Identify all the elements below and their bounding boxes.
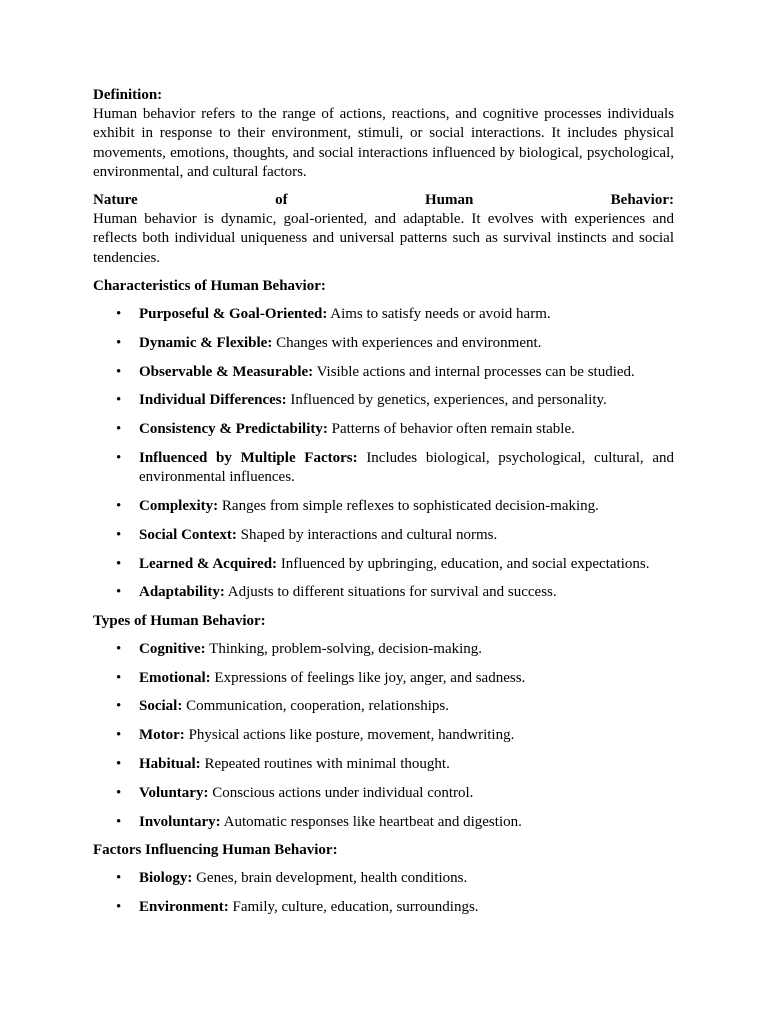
list-item [93,305,674,324]
list-item [93,640,674,659]
list-item-term: Emotional: [139,669,211,686]
factors-list [93,869,674,917]
list-item-term: Observable & Measurable: [139,363,314,380]
bullet-icon: • [116,640,122,657]
list-item-description: Includes biological, psychological, cultural, and environmental influences. [139,450,674,486]
list-item-term: Habitual: [139,756,201,772]
list-item-description: Aims to satisfy needs or avoid harm. [327,306,551,323]
nature-heading-word: Nature [93,192,138,209]
types-heading: Types of Human Behavior: [93,612,266,629]
nature-heading-word: Human [424,192,474,209]
list-item-description: Visible actions and internal processes can be studied. [313,363,635,380]
nature-text: Human behavior is dynamic, goal-oriented, and adaptable. It evolves with experiences and reflects both individual uniqueness and universal patterns such as survival instincts and social tendencies. [93,211,674,266]
list-item [93,420,674,439]
list-item-description: Physical actions like posture, movement, handwriting. [184,727,515,744]
list-item-term: Social: [139,698,183,715]
bullet-icon: • [116,555,122,572]
list-item-term: Complexity: [139,498,219,515]
nature-heading-word: of [275,192,288,209]
list-item-description: Repeated routines with minimal thought. [200,756,450,772]
list-item [93,669,674,688]
bullet-icon: • [116,784,122,801]
list-item-description: Communication, cooperation, relationships. [182,698,449,715]
list-item-description: Patterns of behavior often remain stable. [327,421,575,438]
list-item-term: Motor: [139,727,185,744]
bullet-icon: • [116,813,122,830]
list-item-term: Adaptability: [139,584,225,601]
list-item [93,497,674,516]
list-item-term: Purposeful & Goal-Oriented: [139,306,328,323]
list-item-description: Automatic responses like heartbeat and digestion. [220,813,522,830]
list-item-term: Voluntary: [139,784,209,801]
list-item [93,697,674,716]
list-item-term: Social Context: [139,526,237,543]
bullet-icon: • [116,498,122,515]
list-item [93,334,674,353]
list-item-description: Shaped by interactions and cultural norms. [236,526,498,543]
list-item [93,784,674,803]
nature-section [93,191,674,268]
bullet-icon: • [116,526,122,543]
list-item-description: Adjusts to different situations for survival and success. [224,584,557,601]
list-item [93,526,674,545]
list-item-description: Thinking, problem-solving, decision-making. [205,640,483,657]
bullet-icon: • [116,584,122,601]
list-item-description: Influenced by genetics, experiences, and personality. [286,392,607,409]
list-item-term: Consistency & Predictability: [139,421,328,438]
bullet-icon: • [116,669,122,686]
list-item-term: Cognitive: [139,640,206,657]
list-item-term: Individual Differences: [139,392,287,409]
list-item [93,583,674,602]
list-item-description: Changes with experiences and environment. [272,334,542,351]
list-item-term: Involuntary: [139,813,221,830]
list-item-description: Ranges from simple reflexes to sophisticated decision-making. [218,498,599,515]
list-item [93,555,674,574]
bullet-icon: • [116,756,122,772]
bullet-icon: • [116,392,122,409]
list-item-description: Family, culture, education, surroundings. [228,898,479,915]
list-item-description: Genes, brain development, health conditions. [192,870,468,886]
types-list [93,640,674,832]
factors-heading: Factors Influencing Human Behavior: [93,841,338,858]
bullet-icon: • [116,363,122,380]
list-item [93,391,674,410]
list-item-term: Learned & Acquired: [139,555,278,572]
list-item [93,898,674,917]
list-item-description: Influenced by upbringing, education, and social expectations. [277,555,650,572]
document-page [93,86,674,926]
bullet-icon: • [116,727,122,744]
list-item [93,813,674,832]
bullet-icon: • [116,870,122,886]
bullet-icon: • [116,306,122,323]
list-item-term: Influenced by Multiple Factors: [139,450,358,467]
list-item [93,869,674,888]
list-item-term: Dynamic & Flexible: [139,334,273,351]
bullet-icon: • [116,698,122,715]
bullet-icon: • [116,898,122,915]
definition-text: Human behavior refers to the range of actions, reactions, and cognitive processes individuals exhibit in response to their environment, stimuli, or social interactions. It includes physical movements, emotions, thoughts, and social interactions influenced by biological, psychological, environmental, and cultural factors. [93,106,674,180]
nature-heading [93,191,674,210]
nature-heading-word: Behavior: [610,192,674,209]
bullet-icon: • [116,334,122,351]
list-item [93,363,674,382]
list-item-term: Biology: [139,870,193,886]
characteristics-heading: Characteristics of Human Behavior: [93,277,326,294]
list-item-description: Conscious actions under individual control. [208,784,474,801]
definition-section [93,86,674,182]
characteristics-list [93,305,674,603]
list-item [93,755,674,774]
list-item [93,726,674,745]
bullet-icon: • [116,450,122,467]
list-item [93,449,674,487]
definition-heading: Definition: [93,87,163,103]
list-item-description: Expressions of feelings like joy, anger, and sadness. [210,669,526,686]
bullet-icon: • [116,421,122,438]
list-item-term: Environment: [139,898,229,915]
